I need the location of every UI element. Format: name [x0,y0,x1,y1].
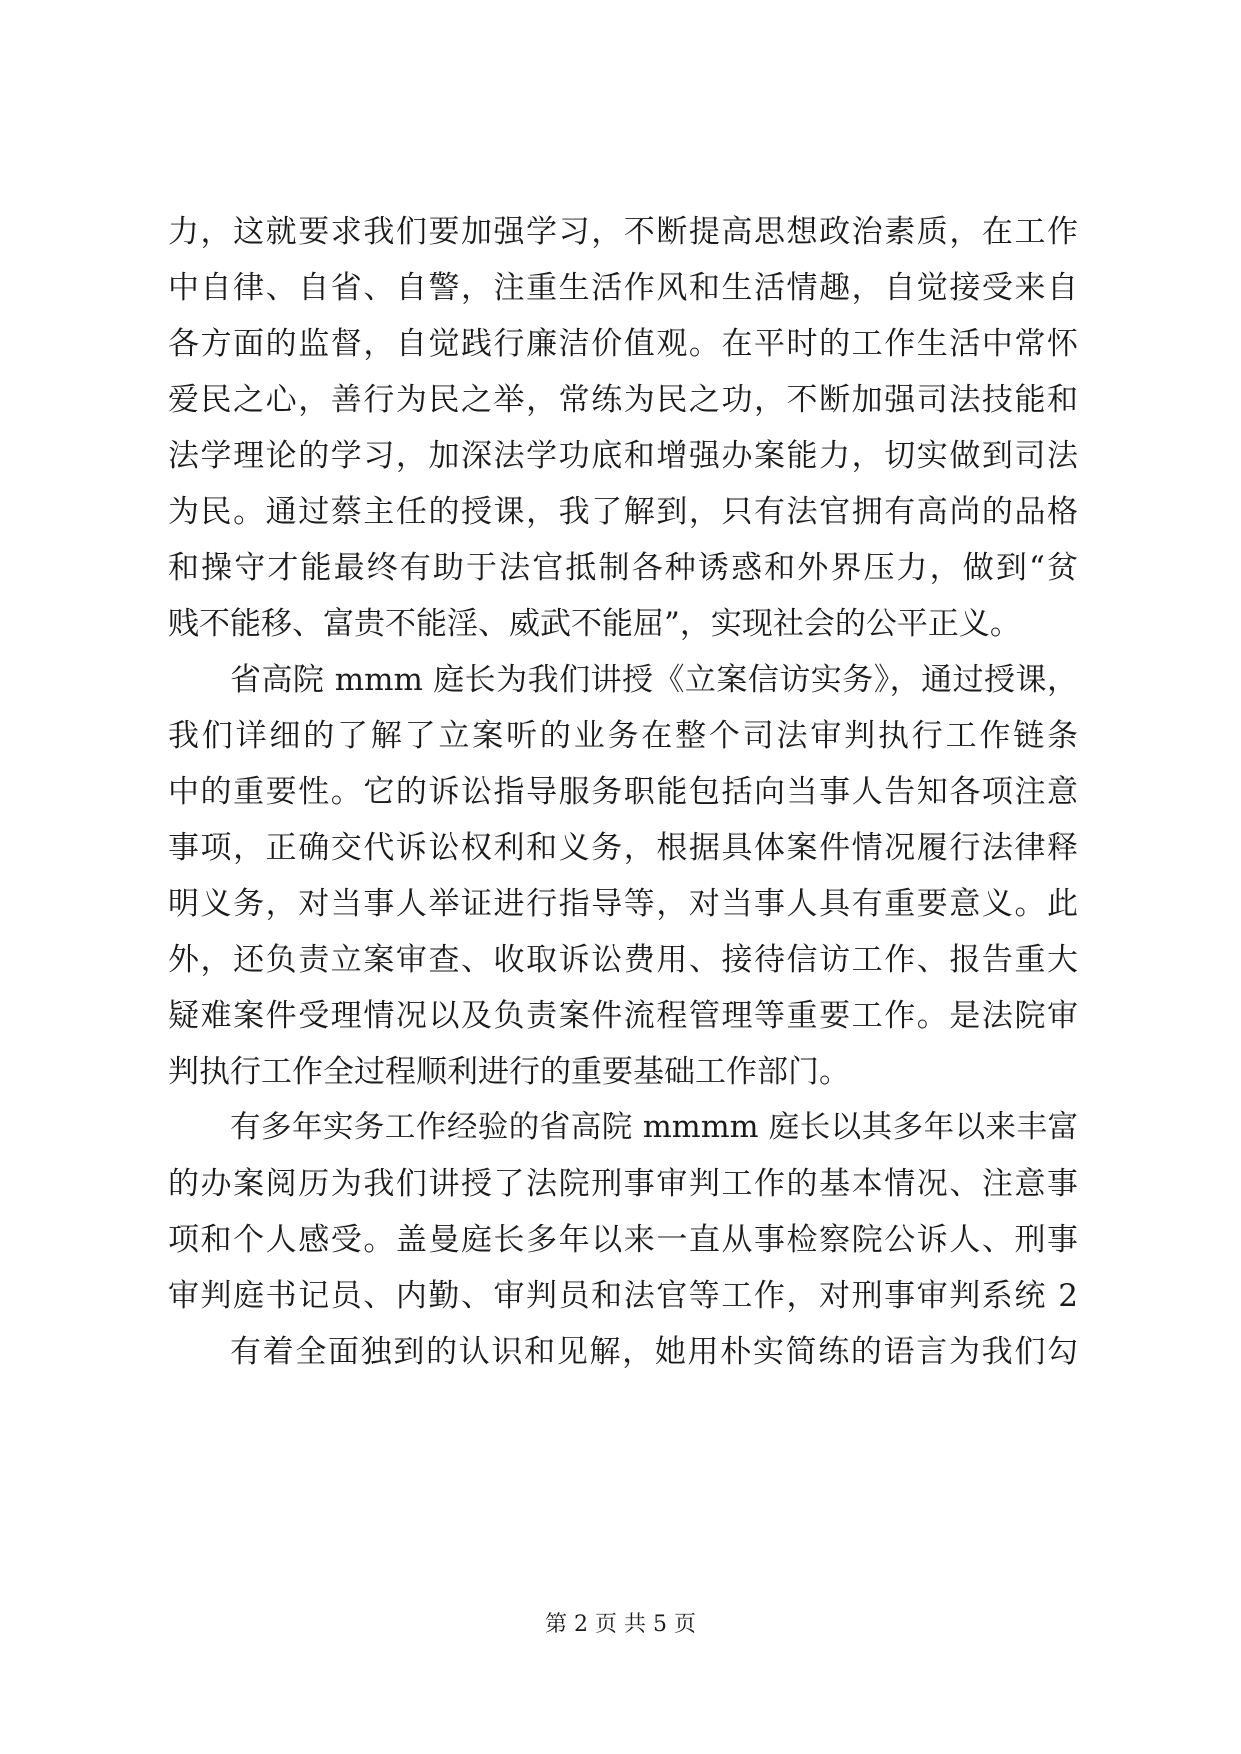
paragraph-first-line: 有着全面独到的认识和见解，她用朴实简练的语言为我们勾 [230,1334,1078,1370]
paragraph-first-line: 有多年实务工作经验的省高院 mmmm 庭长以其多年以来丰富 [230,1110,1078,1145]
text-line: 外，还负责立案审查、收取诉讼费用、接待信访工作、报告重大 [168,942,1078,978]
paragraph-first-line: 省高院 mmm 庭长为我们讲授《立案信访实务》，通过授课， [230,662,1078,698]
text-line: 力，这就要求我们要加强学习，不断提高思想政治素质，在工作 [168,214,1078,250]
text-line: 中自律、自省、自警，注重生活作风和生活情趣，自觉接受来自 [168,270,1078,306]
text-line: 判执行工作全过程顺利进行的重要基础工作部门。 [168,1054,850,1090]
text-line: 法学理论的学习，加深法学功底和增强办案能力，切实做到司法 [168,438,1078,474]
text-line: 审判庭书记员、内勤、审判员和法官等工作，对刑事审判系统 2 [168,1278,1078,1314]
text-line: 项和个人感受。盖曼庭长多年以来一直从事检察院公诉人、刑事 [168,1222,1078,1258]
text-line: 事项，正确交代诉讼权利和义务，根据具体案件情况履行法律释 [168,830,1078,866]
text-line: 的办案阅历为我们讲授了法院刑事审判工作的基本情况、注意事 [168,1166,1078,1202]
text-line: 明义务，对当事人举证进行指导等，对当事人具有重要意义。此 [168,886,1078,922]
text-line: 为民。通过蔡主任的授课，我了解到，只有法官拥有高尚的品格 [168,494,1078,530]
text-line: 我们详细的了解了立案听的业务在整个司法审判执行工作链条 [168,718,1078,754]
text-line: 和操守才能最终有助于法官抵制各种诱惑和外界压力，做到“贫 [168,550,1078,586]
text-line: 爱民之心，善行为民之举，常练为民之功，不断加强司法技能和 [168,382,1078,418]
page-footer: 第 2 页 共 5 页 [545,1612,696,1637]
text-line: 中的重要性。它的诉讼指导服务职能包括向当事人告知各项注意 [168,774,1078,810]
text-line: 疑难案件受理情况以及负责案件流程管理等重要工作。是法院审 [168,998,1078,1034]
text-line: 贱不能移、富贵不能淫、威武不能屈”，实现社会的公平正义。 [168,606,1021,642]
text-line: 各方面的监督，自觉践行廉洁价值观。在平时的工作生活中常怀 [168,326,1078,362]
